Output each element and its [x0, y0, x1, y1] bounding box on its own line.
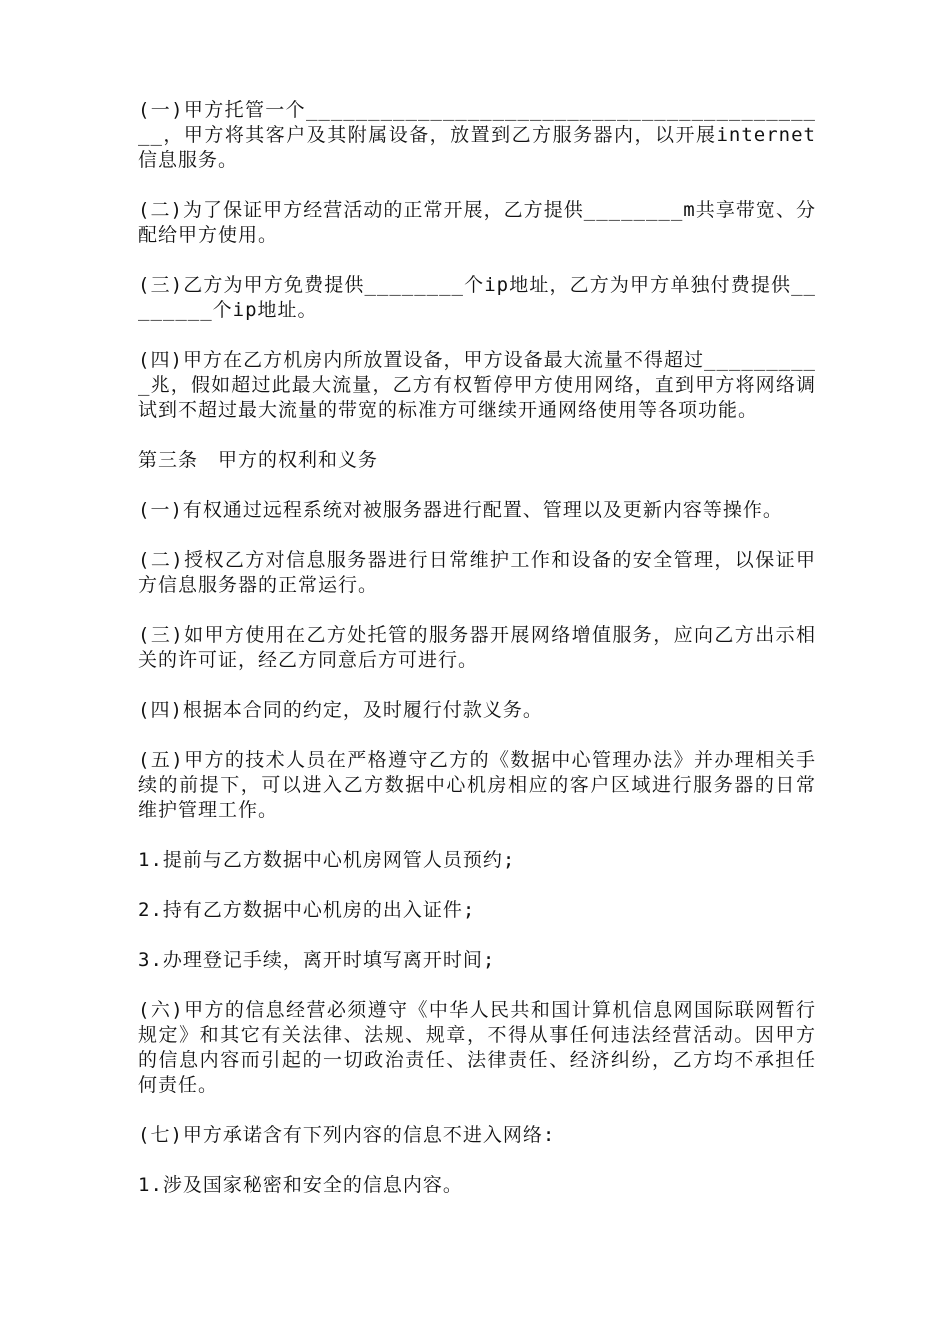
clause-1-hosting: (一)甲方托管一个___________________________________________，甲方将其客户及其附属设备，放置到乙方服务器内，以开展internet 信息服务。 [138, 99, 829, 171]
list-item-access-card: 2.持有乙方数据中心机房的出入证件; [138, 899, 476, 921]
right-1-remote-config: (一)有权通过远程系统对被服务器进行配置、管理以及更新内容等操作。 [138, 499, 783, 521]
right-7-content-promise: (七)甲方承诺含有下列内容的信息不进入网络: [138, 1124, 556, 1146]
section-heading-article-3: 第三条 甲方的权利和义务 [138, 449, 379, 471]
list-item-appointment: 1.提前与乙方数据中心机房网管人员预约; [138, 849, 516, 871]
right-6-legal-compliance: (六)甲方的信息经营必须遵守《中华人民共和国计算机信息网国际联网暂行规定》和其它有关法律、法规、规章，不得从事任何违法经营活动。因甲方的信息内容而引起的一切政治责任、法律责任、经济纠纷，乙方均不承担任何责任。 [138, 999, 816, 1096]
list-item-state-secrets: 1.涉及国家秘密和安全的信息内容。 [138, 1174, 463, 1196]
right-2-authorize-maintenance: (二)授权乙方对信息服务器进行日常维护工作和设备的安全管理，以保证甲方信息服务器的正常运行。 [138, 549, 816, 596]
document-page [138, 98, 829, 1223]
clause-2-bandwidth: (二)为了保证甲方经营活动的正常开展，乙方提供________m共享带宽、分配给甲方使用。 [138, 199, 816, 246]
clause-3-ip-addresses: (三)乙方为甲方免费提供________个ip地址，乙方为甲方单独付费提供________个ip地址。 [138, 274, 816, 321]
right-5-datacenter-access: (五)甲方的技术人员在严格遵守乙方的《数据中心管理办法》并办理相关手续的前提下，可以进入乙方数据中心机房相应的客户区域进行服务器的日常维护管理工作。 [138, 749, 816, 821]
clause-4-max-traffic: (四)甲方在乙方机房内所放置设备，甲方设备最大流量不得超过__________兆，假如超过此最大流量，乙方有权暂停甲方使用网络，直到甲方将网络调试到不超过最大流量的带宽的标准方可继续开通网络使用等各项功能。 [138, 349, 816, 421]
list-item-registration: 3.办理登记手续，离开时填写离开时间; [138, 949, 496, 971]
right-3-value-added-license: (三)如甲方使用在乙方处托管的服务器开展网络增值服务，应向乙方出示相关的许可证，经乙方同意后方可进行。 [138, 624, 816, 671]
right-4-payment: (四)根据本合同的约定，及时履行付款义务。 [138, 699, 543, 721]
